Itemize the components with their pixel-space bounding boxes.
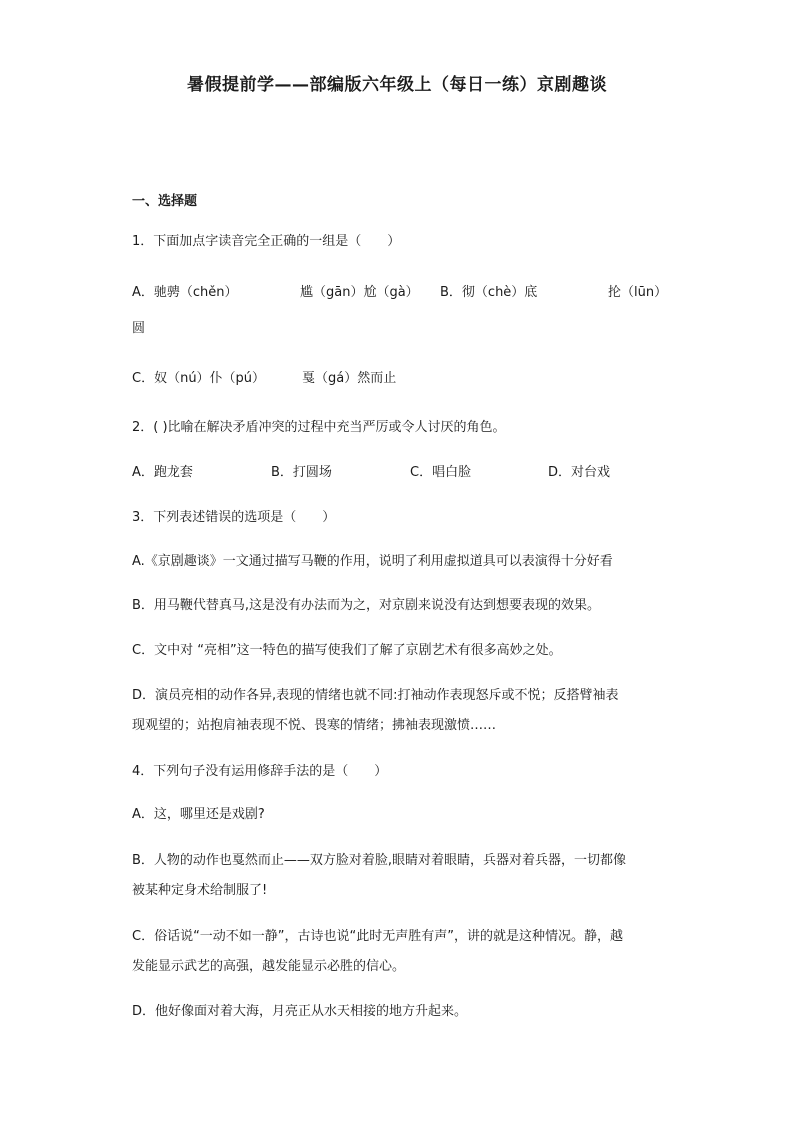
question-1-option-b: B．彻（chè）底 [440,285,538,300]
question-2-option-c: C．唱白脸 [410,465,472,480]
question-3-option-d-line1: D．演员亮相的动作各异,表现的情绪也就不同:打袖动作表现怒斥或不悦；反搭臂袖表 [132,688,619,703]
question-2-option-b: B．打圆场 [271,465,332,480]
question-3-option-d-line2: 现观望的；站抱肩袖表现不悦、畏寒的情绪；拂袖表现激愤…… [132,718,497,733]
question-4-option-b-line2: 被某种定身术给制服了! [132,883,268,898]
question-1-option-a-cont: 尴（gān）尬（gà） [300,285,419,300]
question-4-option-a: A．这，哪里还是戏剧? [132,807,265,822]
question-4-stem: 4．下列句子没有运用修辞手法的是（ ） [132,764,388,779]
question-1-option-b-cont: 抡（lūn） [608,285,668,300]
question-4-option-c-line1: C．俗话说“一动不如一静”，古诗也说“此时无声胜有声”，讲的就是这种情况。静，越 [132,929,624,944]
question-2-option-a: A．跑龙套 [132,465,193,480]
question-1-wrap: 圆 [132,321,146,336]
question-4-option-d: D．他好像面对着大海，月亮正从水天相接的地方升起来。 [132,1004,468,1019]
section-heading: 一、选择题 [132,194,198,209]
question-3-option-c: C．文中对 “亮相”这一特色的描写使我们了解了京剧艺术有很多高妙之处。 [132,643,562,658]
question-3-option-a: A.《京剧趣谈》一文通过描写马鞭的作用，说明了利用虚拟道具可以表演得十分好看 [132,554,613,569]
question-4-option-c-line2: 发能显示武艺的高强，越发能显示必胜的信心。 [132,959,406,974]
question-2-option-d: D．对台戏 [548,465,611,480]
question-4-option-b-line1: B．人物的动作也戛然而止——双方脸对着脸,眼睛对着眼睛，兵器对着兵器，一切都像 [132,853,627,868]
question-1-stem: 1．下面加点字读音完全正确的一组是（ ） [132,234,401,249]
page-title: 暑假提前学——部编版六年级上（每日一练）京剧趣谈 [187,75,607,95]
question-1-option-a: A．驰骋（chěn） [132,285,238,300]
question-3-stem: 3．下列表述错误的选项是（ ） [132,510,336,525]
question-2-stem: 2．( )比喻在解决矛盾冲突的过程中充当严厉或令人讨厌的角色。 [132,420,506,435]
question-3-option-b: B．用马鞭代替真马,这是没有办法而为之，对京剧来说没有达到想要表现的效果。 [132,598,601,613]
question-1-option-c-cont: 戛（gá）然而止 [302,371,397,386]
question-1-option-c: C．奴（nú）仆（pú） [132,371,266,386]
